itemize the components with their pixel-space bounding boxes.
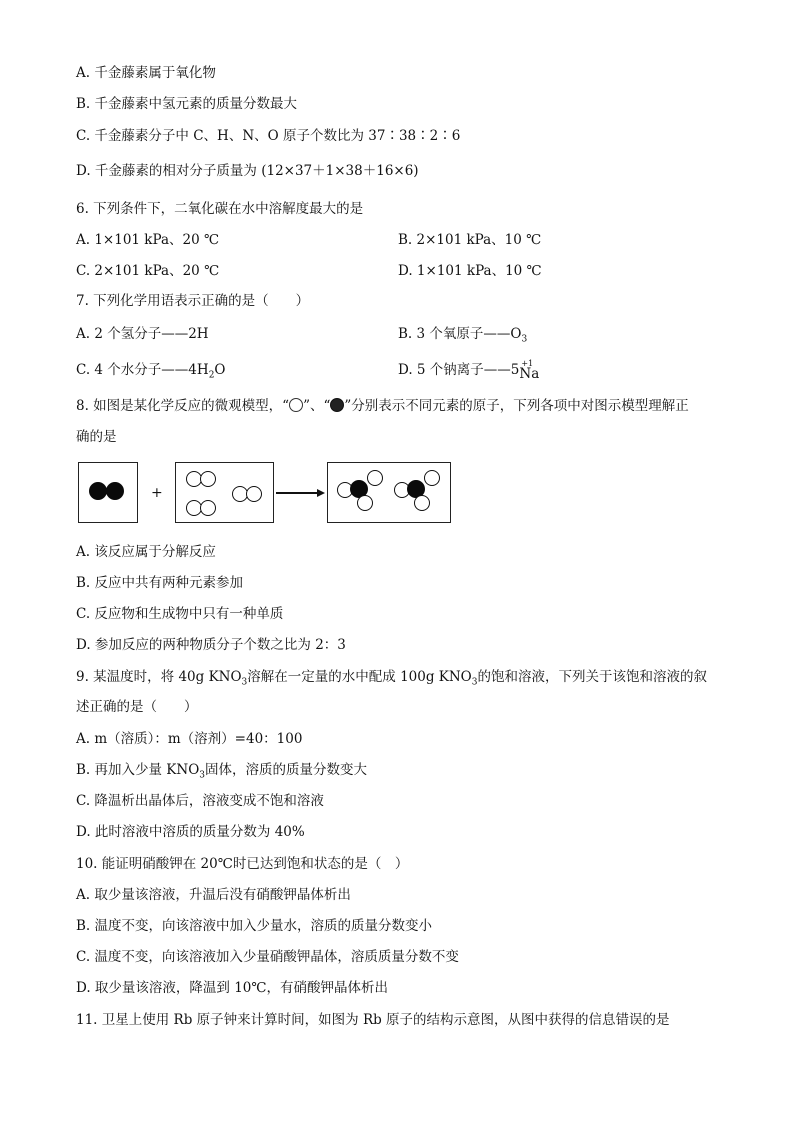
plus-sign: + [151, 485, 163, 501]
black-atom-icon [89, 482, 107, 500]
q9-stem-subscript-2: 3 [471, 677, 478, 688]
reactant-box-1 [78, 462, 138, 523]
q7-option-a: A. 2 个氢分子——2H [76, 326, 209, 342]
q8-option-a: A. 该反应属于分解反应 [76, 544, 216, 560]
q9-option-b-subscript: 3 [199, 770, 205, 781]
q9-stem-line2: 述正确的是（ ） [76, 699, 198, 715]
q8-option-c: C. 反应物和生成物中只有一种单质 [76, 606, 284, 622]
q7-option-c-subscript: 2 [208, 370, 215, 381]
q8-stem-part1: 8. 如图是某化学反应的微观模型，“ [76, 398, 290, 414]
q9-stem [76, 668, 707, 692]
product-box [327, 462, 451, 523]
q9-stem-part1: 9. 某温度时，将 40g KNO [76, 669, 242, 685]
q11-stem: 11. 卫星上使用 Rb 原子钟来计算时间，如图为 Rb 原子的结构示意图，从图中获得的信息错误的是 [76, 1012, 670, 1028]
q8-stem-part2: ”、“ [303, 398, 331, 414]
q8-stem-part3: ”分别表示不同元素的原子，下列各项中对图示模型理解正 [344, 398, 689, 414]
q10-option-a: A. 取少量该溶液，升温后没有硝酸钾晶体析出 [76, 887, 351, 903]
q9-option-b-text: B. 再加入少量 KNO [76, 762, 200, 778]
q6-stem: 6. 下列条件下，二氧化碳在水中溶解度最大的是 [76, 201, 364, 217]
q8-stem-line2: 确的是 [76, 429, 117, 445]
black-atom-icon [330, 398, 344, 412]
q7-option-b-subscript: 3 [521, 334, 528, 345]
arrow-head-icon [317, 489, 325, 497]
q6-option-c: C. 2×101 kPa、20 ℃ [76, 263, 220, 279]
q8-option-d: D. 参加反应的两种物质分子个数之比为 2：3 [76, 637, 346, 653]
q9-stem-part2: 溶解在一定量的水中配成 100g KNO [247, 669, 472, 685]
q7-option-d-text: D. 5 个钠离子——5 [398, 362, 520, 378]
q9-option-b [76, 761, 367, 785]
q8-stem [76, 397, 689, 415]
q9-stem-subscript-1: 3 [241, 677, 248, 688]
q7-stem: 7. 下列化学用语表示正确的是（ ） [76, 293, 310, 309]
q5-option-a: A. 千金藤素属于氧化物 [76, 65, 216, 81]
reaction-arrow [276, 492, 318, 494]
q7-option-b-text: B. 3 个氧原子——O [398, 326, 522, 342]
q9-stem-part3: 的饱和溶液，下列关于该饱和溶液的叙 [477, 669, 707, 685]
reactant-box-2 [175, 462, 274, 523]
q7-option-d-charge: +1 [521, 359, 534, 368]
q5-option-d: D. 千金藤素的相对分子质量为 (12×37＋1×38＋16×6) [76, 163, 419, 179]
q7-option-b [398, 325, 527, 349]
q10-option-b: B. 温度不变，向该溶液中加入少量水，溶质的质量分数变小 [76, 918, 433, 934]
q6-option-a: A. 1×101 kPa、20 ℃ [76, 232, 220, 248]
white-atom-icon [367, 470, 383, 486]
q7-option-d-ion [519, 359, 540, 383]
q7-option-c [76, 361, 226, 385]
q10-stem: 10. 能证明硝酸钾在 20℃时已达到饱和状态的是（ ） [76, 856, 409, 872]
q8-option-b: B. 反应中共有两种元素参加 [76, 575, 244, 591]
q10-option-c: C. 温度不变，向该溶液加入少量硝酸钾晶体，溶质质量分数不变 [76, 949, 459, 965]
q5-option-b: B. 千金藤素中氢元素的质量分数最大 [76, 96, 298, 112]
q9-option-a: A. m（溶质）：m（溶剂）=40：100 [76, 731, 303, 747]
white-atom-icon [200, 471, 216, 487]
q7-option-d-symbol: Na [519, 366, 540, 382]
q7-option-c-suffix: O [214, 362, 226, 378]
q9-option-c: C. 降温析出晶体后，溶液变成不饱和溶液 [76, 793, 324, 809]
white-atom-icon [289, 398, 303, 412]
white-atom-icon [357, 495, 373, 511]
q10-option-d: D. 取少量该溶液，降温到 10℃，有硝酸钾晶体析出 [76, 980, 388, 996]
q6-option-b: B. 2×101 kPa、10 ℃ [398, 232, 542, 248]
q9-option-d: D. 此时溶液中溶质的质量分数为 40% [76, 824, 305, 840]
q5-option-c: C. 千金藤素分子中 C、H、N、O 原子个数比为 37∶38∶2∶6 [76, 128, 461, 144]
q9-option-b-suffix: 固体，溶质的质量分数变大 [205, 762, 367, 778]
white-atom-icon [424, 470, 440, 486]
q7-option-d [398, 359, 540, 382]
white-atom-icon [414, 495, 430, 511]
white-atom-icon [200, 500, 216, 516]
black-atom-icon [106, 482, 124, 500]
white-atom-icon [246, 486, 262, 502]
q7-option-c-text: C. 4 个水分子——4H [76, 362, 209, 378]
q6-option-d: D. 1×101 kPa、10 ℃ [398, 263, 542, 279]
